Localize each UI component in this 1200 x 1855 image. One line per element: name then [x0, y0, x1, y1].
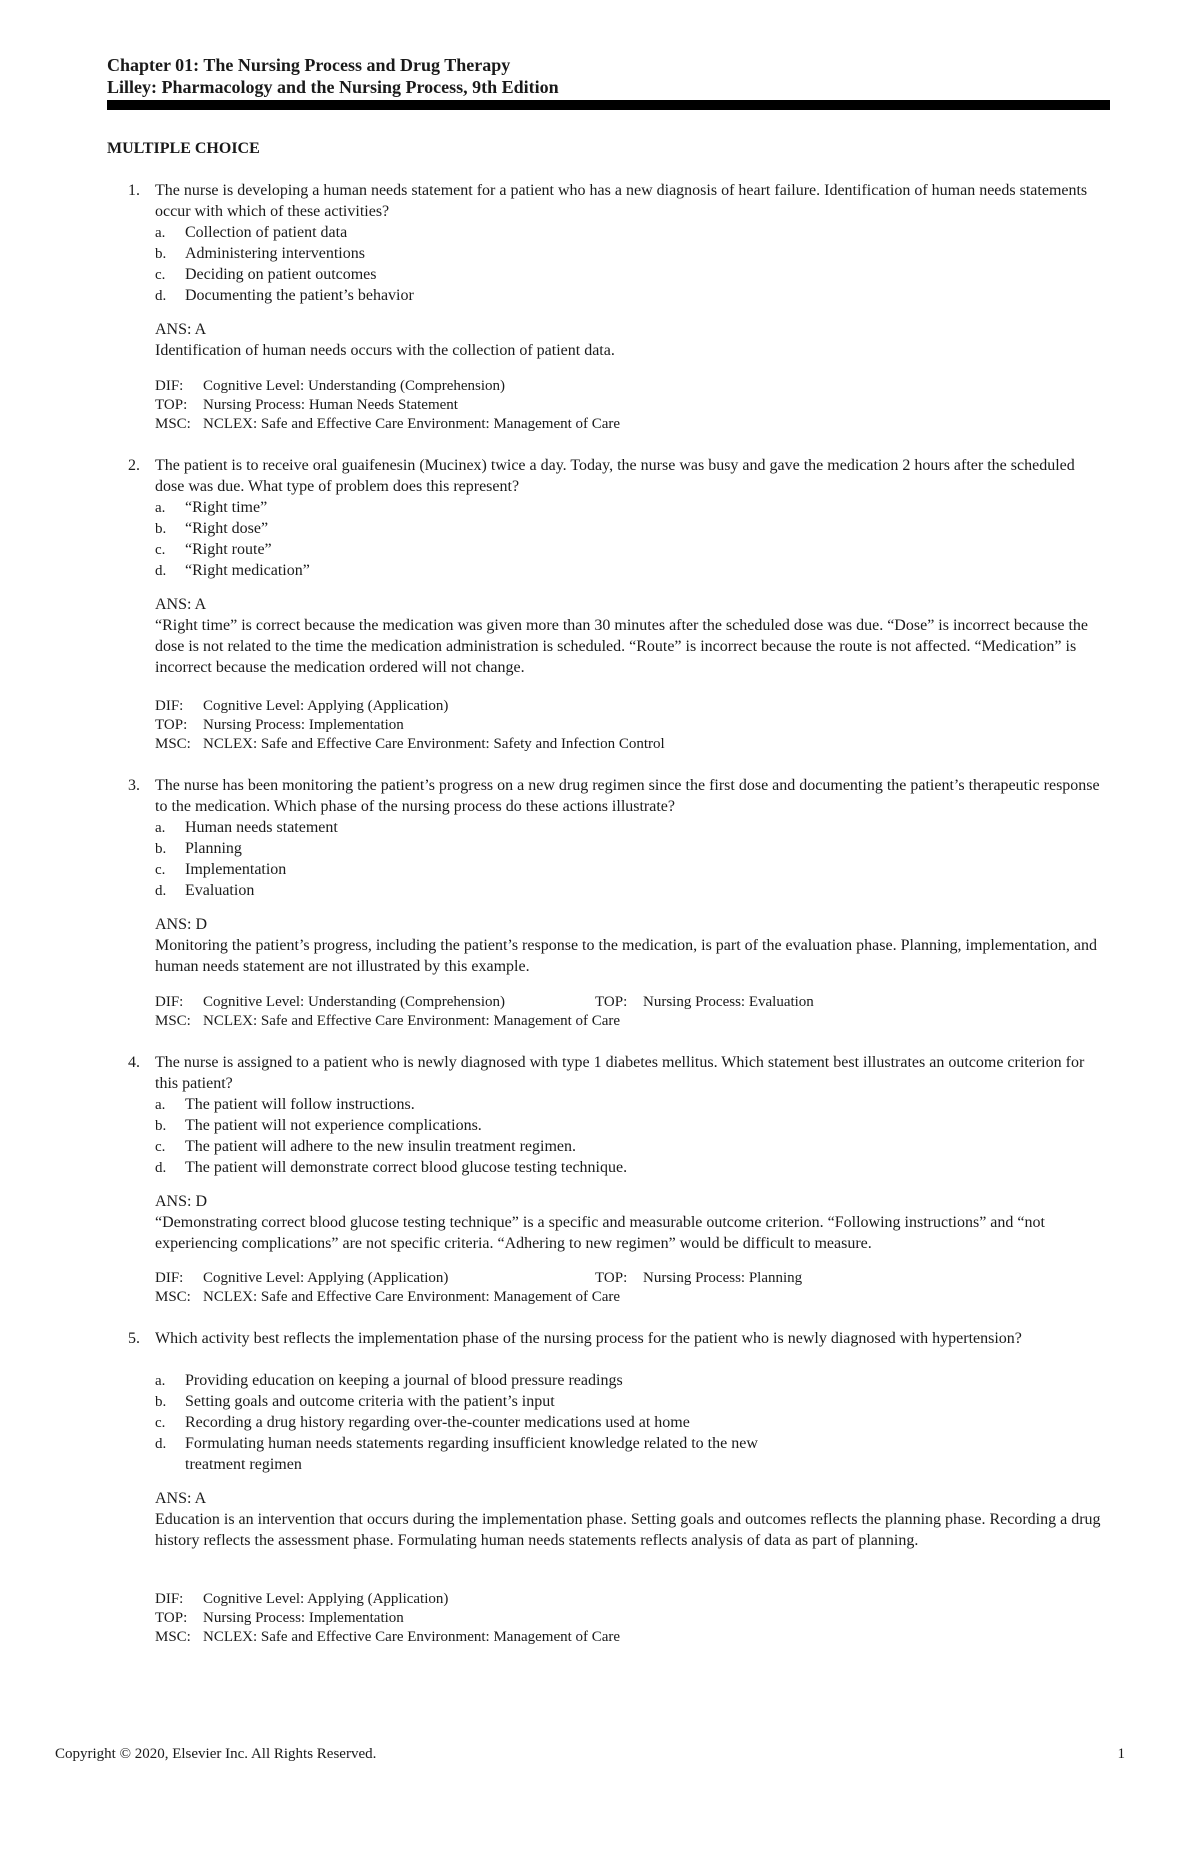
option-text: “Right route”	[185, 541, 272, 558]
meta-value: Cognitive Level: Understanding (Comprehension)	[203, 378, 506, 394]
meta-value: Cognitive Level: Applying (Application)	[203, 1270, 449, 1286]
option-d	[155, 560, 1105, 582]
option-text: Administering interventions	[185, 245, 365, 262]
option-a	[155, 222, 1105, 244]
rationale: Identification of human needs occurs with the collection of patient data.	[155, 342, 615, 359]
option-c	[155, 1136, 1105, 1158]
option-letter: d.	[155, 288, 167, 304]
option-letter: d.	[155, 563, 167, 579]
option-b	[155, 243, 1105, 265]
meta-label: TOP:	[595, 1270, 628, 1286]
meta-label: MSC:	[155, 736, 191, 752]
option-letter: c.	[155, 862, 166, 878]
msc-line	[155, 415, 1105, 434]
meta-label: TOP:	[155, 717, 188, 733]
top-line	[155, 396, 1105, 415]
option-c	[155, 264, 1105, 286]
question-stem: The patient is to receive oral guaifenesin (Mucinex) twice a day. Today, the nurse was busy and gave the medication 2 hours after the scheduled dose was due. What type of problem does this represent?	[155, 457, 1075, 495]
meta-label: DIF:	[155, 1591, 184, 1607]
rationale: “Demonstrating correct blood glucose testing technique” is a specific and measurable outcome criterion. “Following instructions” and “not experiencing complications” are not specific criteria. “Adhering to new regimen” would be difficult to measure.	[155, 1214, 1045, 1252]
meta-value: NCLEX: Safe and Effective Care Environment: Management of Care	[203, 1289, 621, 1305]
option-a	[155, 497, 1105, 519]
meta-value: Cognitive Level: Applying (Application)	[203, 698, 449, 714]
option-letter: b.	[155, 1394, 167, 1410]
document-header	[107, 54, 1110, 98]
question-stem: The nurse is assigned to a patient who is newly diagnosed with type 1 diabetes mellitus. Which statement best illustrates an outcome criterion for this patient?	[155, 1054, 1085, 1092]
answer: ANS: D	[155, 916, 208, 933]
meta-label: TOP:	[155, 1610, 188, 1626]
option-letter: b.	[155, 1118, 167, 1134]
meta-value: Cognitive Level: Applying (Application)	[203, 1591, 449, 1607]
header-rule	[107, 100, 1110, 110]
dif-line	[155, 993, 1105, 1012]
dif-line	[155, 1269, 1105, 1288]
option-text: Setting goals and outcome criteria with the patient’s input	[185, 1393, 555, 1410]
meta-label: TOP:	[595, 994, 628, 1010]
copyright-text: Copyright © 2020, Elsevier Inc. All Rights Reserved.	[55, 1746, 377, 1762]
meta-label: DIF:	[155, 1270, 184, 1286]
option-letter: a.	[155, 1373, 166, 1389]
option-b	[155, 518, 1105, 540]
meta-label: DIF:	[155, 698, 184, 714]
top-line	[155, 716, 1105, 735]
meta-label: MSC:	[155, 1013, 191, 1029]
book-title: Lilley: Pharmacology and the Nursing Process, 9th Edition	[107, 77, 559, 97]
option-text: Deciding on patient outcomes	[185, 266, 377, 283]
meta-value: NCLEX: Safe and Effective Care Environment: Management of Care	[203, 416, 621, 432]
option-text: Providing education on keeping a journal of blood pressure readings	[185, 1372, 623, 1389]
dif-line	[155, 1590, 1105, 1609]
option-d	[155, 1157, 1105, 1179]
rationale: “Right time” is correct because the medication was given more than 30 minutes after the scheduled dose was due. “Dose” is incorrect because the dose is not related to the time the medication administration is scheduled. “Route” is incorrect because the route is not affected. “Medication” is incorrect because the medication ordered will not change.	[155, 617, 1088, 676]
answer: ANS: D	[155, 1193, 208, 1210]
meta-value: Nursing Process: Planning	[643, 1270, 803, 1286]
option-text: Recording a drug history regarding over-the-counter medications used at home	[185, 1414, 690, 1431]
meta-label: MSC:	[155, 1629, 191, 1645]
dif-line	[155, 377, 1105, 396]
option-text: Human needs statement	[185, 819, 338, 836]
option-letter: c.	[155, 542, 166, 558]
option-text: “Right dose”	[185, 520, 269, 537]
option-d	[155, 1433, 1105, 1475]
option-b	[155, 838, 1105, 860]
meta-label: MSC:	[155, 1289, 191, 1305]
meta-label: DIF:	[155, 994, 184, 1010]
rationale: Education is an intervention that occurs during the implementation phase. Setting goals and outcomes reflects the planning phase. Recording a drug history reflects the assessment phase. Formulating human needs statements reflects analysis of data as part of planning.	[155, 1511, 1101, 1549]
option-letter: b.	[155, 246, 167, 262]
meta-value: Nursing Process: Implementation	[203, 717, 404, 733]
option-c	[155, 539, 1105, 561]
option-b	[155, 1391, 1105, 1413]
meta-value: NCLEX: Safe and Effective Care Environment: Management of Care	[203, 1013, 621, 1029]
option-letter: c.	[155, 1139, 166, 1155]
question-stem: The nurse has been monitoring the patient’s progress on a new drug regimen since the first dose and documenting the patient’s therapeutic response to the medication. Which phase of the nursing process do these actions illustrate?	[155, 777, 1100, 815]
option-letter: a.	[155, 225, 166, 241]
option-a	[155, 817, 1105, 839]
dif-line	[155, 697, 1105, 716]
section-title: MULTIPLE CHOICE	[107, 140, 260, 157]
option-text: Evaluation	[185, 882, 255, 899]
option-letter: c.	[155, 1415, 166, 1431]
meta-value: NCLEX: Safe and Effective Care Environment: Safety and Infection Control	[203, 736, 665, 752]
option-letter: d.	[155, 883, 167, 899]
question-number: 2.	[128, 457, 140, 474]
meta-value: Nursing Process: Human Needs Statement	[203, 397, 458, 413]
option-text: The patient will not experience complications.	[185, 1117, 482, 1134]
option-d	[155, 880, 1105, 902]
meta-label: MSC:	[155, 416, 191, 432]
answer: ANS: A	[155, 1490, 207, 1507]
answer: ANS: A	[155, 321, 207, 338]
option-a	[155, 1094, 1105, 1116]
option-letter: c.	[155, 267, 166, 283]
option-text: The patient will follow instructions.	[185, 1096, 415, 1113]
question-number: 3.	[128, 777, 140, 794]
chapter-title: Chapter 01: The Nursing Process and Drug Therapy	[107, 55, 511, 75]
meta-value: Cognitive Level: Understanding (Comprehension)	[203, 994, 506, 1010]
question-stem: The nurse is developing a human needs statement for a patient who has a new diagnosis of heart failure. Identification of human needs statements occur with which of these activities?	[155, 182, 1088, 220]
meta-label: DIF:	[155, 378, 184, 394]
msc-line	[155, 1012, 1105, 1031]
top-inline	[595, 1269, 802, 1288]
question-number: 5.	[128, 1330, 140, 1347]
option-text: The patient will demonstrate correct blood glucose testing technique.	[185, 1159, 628, 1176]
option-text: Formulating human needs statements regarding insufficient knowledge related to the new treatment regimen	[185, 1435, 758, 1473]
option-c	[155, 859, 1105, 881]
page-number: 1	[1117, 1746, 1125, 1762]
option-text: The patient will adhere to the new insulin treatment regimen.	[185, 1138, 576, 1155]
option-d	[155, 285, 1105, 307]
top-inline	[595, 993, 814, 1012]
msc-line	[155, 735, 1105, 754]
option-letter: b.	[155, 841, 167, 857]
answer: ANS: A	[155, 596, 207, 613]
option-letter: b.	[155, 521, 167, 537]
meta-value: Nursing Process: Evaluation	[643, 994, 814, 1010]
option-b	[155, 1115, 1105, 1137]
meta-label: TOP:	[155, 397, 188, 413]
option-letter: d.	[155, 1436, 167, 1452]
question-number: 1.	[128, 182, 140, 199]
option-letter: a.	[155, 1097, 166, 1113]
rationale: Monitoring the patient’s progress, including the patient’s response to the medication, is part of the evaluation phase. Planning, implementation, and human needs statement are not illustrated by this example.	[155, 937, 1098, 975]
top-line	[155, 1609, 1105, 1628]
option-text: “Right time”	[185, 499, 268, 516]
option-text: Collection of patient data	[185, 224, 348, 241]
option-letter: a.	[155, 500, 166, 516]
msc-line	[155, 1628, 1105, 1647]
option-text: Implementation	[185, 861, 287, 878]
option-text: “Right medication”	[185, 562, 310, 579]
option-letter: d.	[155, 1160, 167, 1176]
page-footer	[55, 1746, 1125, 1763]
question-number: 4.	[128, 1054, 140, 1071]
msc-line	[155, 1288, 1105, 1307]
meta-value: Nursing Process: Implementation	[203, 1610, 404, 1626]
question-stem: Which activity best reflects the implementation phase of the nursing process for the patient who is newly diagnosed with hypertension?	[155, 1330, 1022, 1347]
meta-value: NCLEX: Safe and Effective Care Environment: Management of Care	[203, 1629, 621, 1645]
option-letter: a.	[155, 820, 166, 836]
option-text: Planning	[185, 840, 242, 857]
option-a	[155, 1370, 1105, 1392]
option-text: Documenting the patient’s behavior	[185, 287, 414, 304]
option-c	[155, 1412, 1105, 1434]
